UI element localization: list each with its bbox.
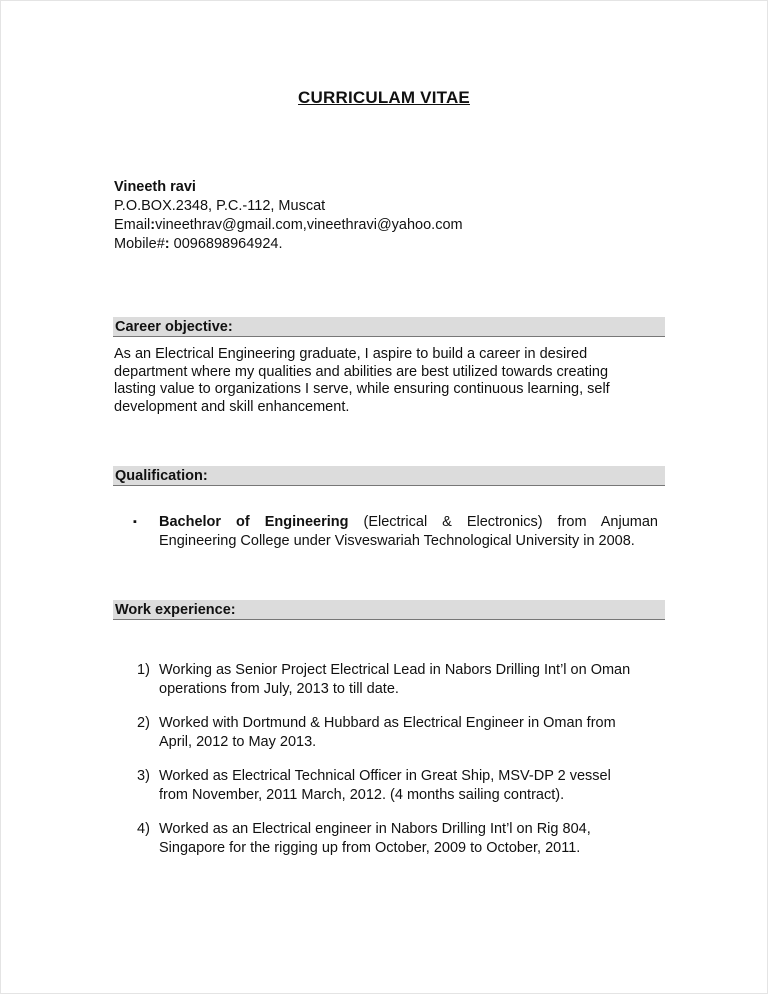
- work-item-number: 2): [137, 715, 150, 731]
- document-title: CURRICULAM VITAE: [298, 88, 470, 107]
- work-item-number: 3): [137, 768, 150, 784]
- work-item-line: Singapore for the rigging up from October, 2009 to October, 2011.: [159, 840, 581, 856]
- qualification-line-2: Engineering College under Visveswariah Technological University in 2008.: [159, 533, 635, 549]
- work-item: [137, 661, 657, 698]
- work-item-line: April, 2012 to May 2013.: [159, 734, 317, 750]
- work-item-line: from November, 2011 March, 2012. (4 months sailing contract).: [159, 787, 565, 803]
- career-line: lasting value to organizations I serve, while ensuring continuous learning, self: [114, 381, 610, 397]
- work-item: [137, 820, 657, 857]
- work-item-number: 1): [137, 662, 150, 678]
- mobile-label: Mobile#: [114, 236, 165, 252]
- email-value: vineethrav@gmail.com,vineethravi@yahoo.com: [155, 217, 463, 233]
- work-item-line: operations from July, 2013 to till date.: [159, 681, 399, 697]
- career-objective-text: [114, 346, 624, 416]
- work-item-line: Worked as an Electrical engineer in Nabors Drilling Int’l on Rig 804,: [159, 821, 591, 837]
- career-objective-heading: Career objective:: [113, 317, 665, 337]
- degree-details: (Electrical & Electronics) from Anjuman: [348, 514, 658, 530]
- qualification-line-1: [159, 513, 658, 532]
- career-line: development and skill enhancement.: [114, 398, 350, 415]
- work-experience-heading: Work experience:: [113, 600, 665, 620]
- work-item-line: Worked as Electrical Technical Officer in Great Ship, MSV-DP 2 vessel: [159, 768, 611, 784]
- mobile-value: 0096898964924.: [169, 236, 283, 252]
- career-line: As an Electrical Engineering graduate, I aspire to build a career in desired: [114, 346, 588, 362]
- work-item: [137, 767, 657, 804]
- email-line: [114, 216, 463, 235]
- bullet-icon: ▪: [133, 516, 137, 528]
- work-item-line: Worked with Dortmund & Hubbard as Electrical Engineer in Oman from: [159, 715, 616, 731]
- contact-block: [114, 178, 463, 254]
- mobile-line: [114, 235, 463, 254]
- email-separator: :: [150, 217, 156, 233]
- work-item-line: Working as Senior Project Electrical Lead in Nabors Drilling Int’l on Oman: [159, 662, 631, 678]
- postal-address: P.O.BOX.2348, P.C.-112, Muscat: [114, 198, 326, 214]
- work-item: [137, 714, 657, 751]
- degree-name: Bachelor of Engineering: [159, 514, 349, 530]
- career-line: department where my qualities and abilities are best utilized towards creating: [114, 363, 609, 380]
- work-item-number: 4): [137, 821, 150, 837]
- mobile-separator: :: [164, 236, 170, 252]
- qualification-heading: Qualification:: [113, 466, 665, 486]
- candidate-name: Vineeth ravi: [114, 179, 196, 195]
- work-experience-list: [137, 661, 657, 873]
- email-label: Email: [114, 217, 151, 233]
- qualification-item: [133, 513, 658, 551]
